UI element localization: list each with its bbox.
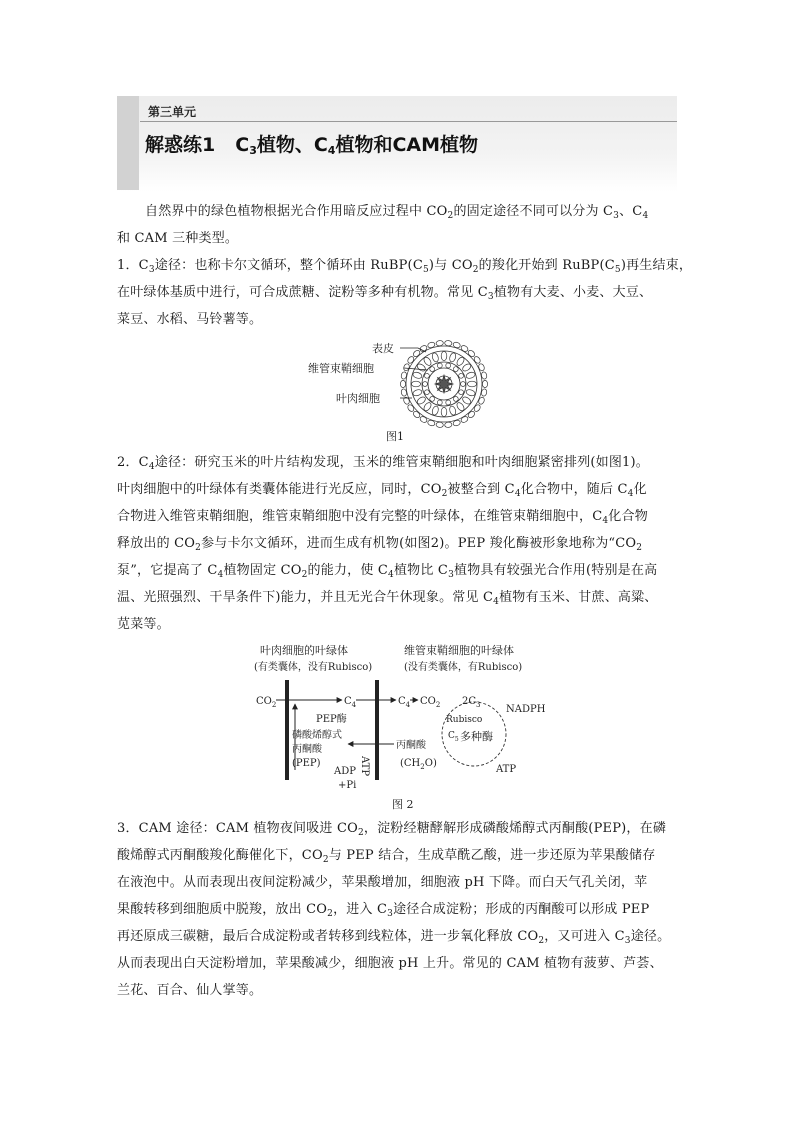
s2-l6-b: 植物有玉米、甘蔗、高粱、 [499, 590, 658, 605]
s3-line-6: 从而表现出白天淀粉增加，苹果酸减少，细胞液 pH 上升。常见的 CAM 植物有菠萝、芦荟、 [117, 956, 663, 971]
atp-label-mesophyll: ATP [359, 756, 370, 777]
c3-label: $2C_3$ [462, 696, 481, 709]
adp-label: ADP [334, 766, 356, 777]
s1-l2-sub: 3 [487, 292, 494, 302]
epidermis-cell [400, 380, 405, 387]
atp-label-bundle: ATP [496, 764, 517, 775]
title-prefix: 解惑练1 [145, 134, 216, 156]
page-title [145, 130, 478, 157]
pep-enzyme-label: PEP酶 [316, 714, 347, 725]
bundle-chloroplast-note: (没有类囊体，有Rubisco) [404, 662, 523, 673]
bundle-chloroplast-title: 维管束鞘细胞的叶绿体 [404, 644, 514, 657]
s3-l4-c: 途径合成淀粉；形成的丙酮酸可以形成 PEP [393, 902, 650, 917]
s1-sub-a: 3 [148, 265, 155, 275]
title-c4-sub: 4 [327, 144, 336, 157]
bundle-sheath-cell [437, 400, 443, 406]
s1-text-a: 1．C [117, 258, 149, 273]
s3-l5-a: 再还原成三碳糖，最后合成淀粉或者转移到线粒体，进一步氧化释放 CO [117, 929, 539, 944]
label-mesophyll: 叶肉细胞 [336, 392, 380, 405]
epidermis-cell [482, 380, 487, 387]
s2-l6-sub: 4 [493, 597, 500, 607]
s3-l4-a: 果酸转移到细胞质中脱羧，放出 CO [117, 902, 328, 917]
mesophyll-cell [412, 371, 422, 379]
mesophyll-cell [441, 407, 447, 416]
s3-l1-a: 3．CAM 途径：CAM 植物夜间吸进 CO [117, 821, 358, 836]
s2-l2-d: 化 [633, 482, 647, 497]
s2-l5-d: 植物比 C [393, 563, 449, 578]
s3-line-3: 在液泡中。从而表现出夜间淀粉减少，苹果酸增加，细胞液 pH 下降。而白天气孔关闭，苹 [117, 875, 648, 890]
s3-l5-sub2: 3 [624, 936, 631, 946]
s3-l1-b: ，淀粉经糖酵解形成磷酸烯醇式丙酮酸(PEP)，在磷 [363, 821, 667, 836]
mesophyll-cell [465, 371, 475, 379]
s1-sub-b: 5 [422, 265, 429, 275]
s3-line-5 [117, 923, 677, 950]
s2-l3-b: 化合物 [608, 509, 648, 524]
pep-abbr: (PEP) [292, 758, 321, 769]
epidermis-cell [460, 415, 469, 423]
bundle-sheath-cell [445, 400, 451, 406]
epidermis-cell [419, 415, 428, 423]
label-bundle-sheath: 维管束鞘细胞 [308, 362, 374, 375]
s1-text-e: )再生结束， [620, 258, 693, 273]
figure-2-caption: 图 2 [392, 798, 414, 811]
intro-sub-3: 4 [642, 211, 649, 221]
bundle-sheath-cell [445, 363, 451, 369]
epidermis-cell [467, 349, 476, 358]
intro-text-1: 自然界中的绿色植物根据光合作用暗反应过程中 CO [145, 204, 448, 219]
s2-l2-b: 被整合到 C [447, 482, 515, 497]
s3-line-1 [117, 815, 677, 842]
unit-label: 第三单元 [148, 105, 197, 119]
s2-l5-c: 的能力，使 C [307, 563, 389, 578]
s3-l4-sub: 2 [327, 909, 334, 919]
s1-text-d: 的羧化开始到 RuBP(C [478, 258, 615, 273]
s3-l2-a: 酸烯醇式丙酮酸羧化酶催化下，CO [117, 848, 323, 863]
intro-line-1 [145, 198, 705, 225]
s2-l1-b: 途径：研究玉米的叶片结构发现，玉米的维管束鞘细胞和叶肉细胞紧密排列(如图1)。 [154, 455, 649, 470]
s1-l2-text-b: 植物有大麦、小麦、大豆、 [493, 285, 653, 300]
s2-line-5 [117, 557, 677, 584]
pep-name-line-2: 丙酮酸 [292, 744, 322, 755]
s3-l4-b: ，进入 C [333, 902, 388, 917]
mesophyll-cell [431, 352, 439, 362]
s2-l5-sub2: 2 [301, 570, 308, 580]
s2-line-2 [117, 476, 677, 503]
figure-1-leaf-cross-section [300, 336, 520, 446]
s2-l5-a: 泵”，它提高了 C [117, 563, 218, 578]
s2-l5-sub3: 4 [388, 570, 394, 580]
s1-sub-c: 2 [472, 265, 479, 275]
s2-l4-sub2: 2 [636, 543, 643, 553]
s2-l5-e: 植物具有较强光合作用(特别是在高 [454, 563, 658, 578]
title-mid2: 植物和CAM植物 [335, 134, 479, 156]
rubisco-label: Rubisco [446, 715, 483, 725]
header-divider [140, 121, 677, 122]
s2-line-1 [117, 449, 677, 476]
s3-line-4 [117, 896, 677, 923]
intro-text-3: 、C [619, 204, 643, 219]
epidermis-cell [412, 349, 421, 358]
s2-line-6 [117, 584, 677, 611]
leaf-cross-section-diagram [300, 336, 520, 446]
s3-l5-b: ，又可进入 C [544, 929, 625, 944]
s1-sub-d: 5 [614, 265, 621, 275]
enzymes-label: 多种酶 [460, 730, 493, 743]
s2-l1-sub: 4 [148, 462, 155, 472]
mesophyll-cell [449, 405, 457, 415]
epidermis-cell [444, 340, 452, 346]
epidermis-cell [436, 422, 444, 428]
s1-line-2 [117, 279, 677, 306]
mesophyll-membrane-right [375, 680, 379, 780]
intro-sub-2: 3 [613, 211, 620, 221]
s2-l4-a: 释放出的 CO [117, 536, 196, 551]
epidermis-cell [403, 363, 411, 372]
co2-label-bundle: $CO_2$ [420, 696, 441, 709]
s3-l2-sub: 2 [322, 855, 329, 865]
bundle-sheath-cell [423, 382, 428, 387]
s2-line-7: 苋菜等。 [117, 617, 170, 632]
s2-l5-b: 植物固定 CO [223, 563, 302, 578]
ch2o-label: $(CH_2O)$ [400, 758, 437, 771]
s3-line-2 [117, 842, 677, 869]
s1-text-b: 途径：也称卡尔文循环，整个循环由 RuBP(C [154, 258, 423, 273]
s2-line-3 [117, 503, 677, 530]
nadph-label: NADPH [506, 704, 546, 715]
epidermis-cell [478, 363, 486, 372]
mesophyll-cell [465, 389, 475, 397]
c5-label: $C_5$ [448, 731, 459, 743]
intro-line-2: 和 CAM 三种类型。 [117, 231, 239, 246]
intro-text-2: 的固定途径不同可以分为 C [453, 204, 614, 219]
header-accent-bar [117, 96, 139, 190]
s2-l3-a: 合物进入维管束鞘细胞，维管束鞘细胞中没有完整的叶绿体，在维管束鞘细胞中，C [117, 509, 603, 524]
s2-line-4 [117, 530, 677, 557]
c4-label-bundle: $C_4$ [398, 696, 411, 709]
s2-l5-sub4: 3 [448, 570, 454, 580]
mesophyll-cell [431, 405, 439, 415]
epidermis-cell [473, 404, 481, 413]
mesophyll-chloroplast-title: 叶肉细胞的叶绿体 [260, 644, 348, 657]
vascular-bundle-center [435, 375, 453, 393]
mesophyll-cell [412, 389, 422, 397]
figure-1-caption: 图1 [386, 430, 404, 443]
epidermis-cell [444, 422, 452, 428]
s2-l2-sub2: 4 [514, 489, 521, 499]
s2-l4-b: 参与卡尔文循环，进而生成有机物(如图2)。PEP 羧化酶被形象地称为“CO [201, 536, 637, 551]
mesophyll-membrane-left [285, 680, 289, 780]
s3-line-7: 兰花、百合、仙人掌等。 [117, 983, 263, 998]
mesophyll-cell [467, 381, 476, 387]
epidermis-cell [436, 340, 444, 346]
s2-l5-sub: 4 [217, 570, 224, 580]
s3-l5-c: 途径。 [630, 929, 671, 944]
title-c3: C [235, 134, 250, 156]
c4-pathway-diagram [250, 638, 550, 813]
s3-l5-sub: 2 [538, 936, 545, 946]
s2-l1-a: 2．C [117, 455, 149, 470]
s2-l2-sub3: 4 [627, 489, 634, 499]
s3-l4-sub2: 3 [387, 909, 394, 919]
s2-l3-sub: 4 [602, 516, 609, 526]
epidermis-cell [419, 344, 428, 352]
s1-line-1 [117, 252, 693, 279]
mesophyll-cell [449, 352, 457, 362]
s2-l4-sub: 2 [195, 543, 202, 553]
figure-2-c4-pathway [250, 638, 550, 813]
epidermis-cell [407, 355, 415, 364]
epidermis-cell [473, 355, 481, 364]
mesophyll-cell [411, 381, 420, 387]
title-mid1: 植物、C [256, 134, 328, 156]
s2-l2-c: 化合物中，随后 C [520, 482, 628, 497]
s1-l2-text-a: 在叶绿体基质中进行，可合成蔗糖、淀粉等多种有机物。常见 C [117, 285, 488, 300]
mesophyll-chloroplast-note: (有类囊体，没有Rubisco) [254, 662, 373, 673]
s2-l2-sub: 2 [441, 489, 448, 499]
epidermis-cell [412, 410, 421, 419]
intro-sub-1: 2 [447, 211, 454, 221]
bundle-sheath-cell [437, 363, 443, 369]
pep-name-line-1: 磷酸烯醇式 [292, 730, 342, 741]
s1-line-3: 菜豆、水稻、马铃薯等。 [117, 312, 263, 327]
s2-l6-a: 温、光照强烈、干旱条件下)能力，并且无光合午休现象。常见 C [117, 590, 494, 605]
title-c3-sub: 3 [249, 144, 257, 157]
epidermis-cell [467, 410, 476, 419]
epidermis-cell [478, 396, 486, 405]
pyruvate-label: 丙酮酸 [396, 740, 426, 751]
label-epidermis: 表皮 [372, 342, 394, 355]
bundle-sheath-cell [461, 382, 466, 387]
s3-l1-sub: 2 [357, 828, 364, 838]
pi-label: +Pi [338, 780, 357, 791]
co2-label-left: $CO_2$ [256, 696, 277, 709]
c4-label-mesophyll: $C_4$ [344, 696, 357, 709]
s1-text-c: )与 CO [428, 258, 473, 273]
s2-l2-a: 叶肉细胞中的叶绿体有类囊体能进行光反应，同时，CO [117, 482, 442, 497]
s3-l2-b: 与 PEP 结合，生成草酰乙酸，进一步还原为苹果酸储存 [328, 848, 656, 863]
mesophyll-cell [441, 351, 447, 360]
epidermis-cell [407, 404, 415, 413]
epidermis-cell [460, 344, 469, 352]
